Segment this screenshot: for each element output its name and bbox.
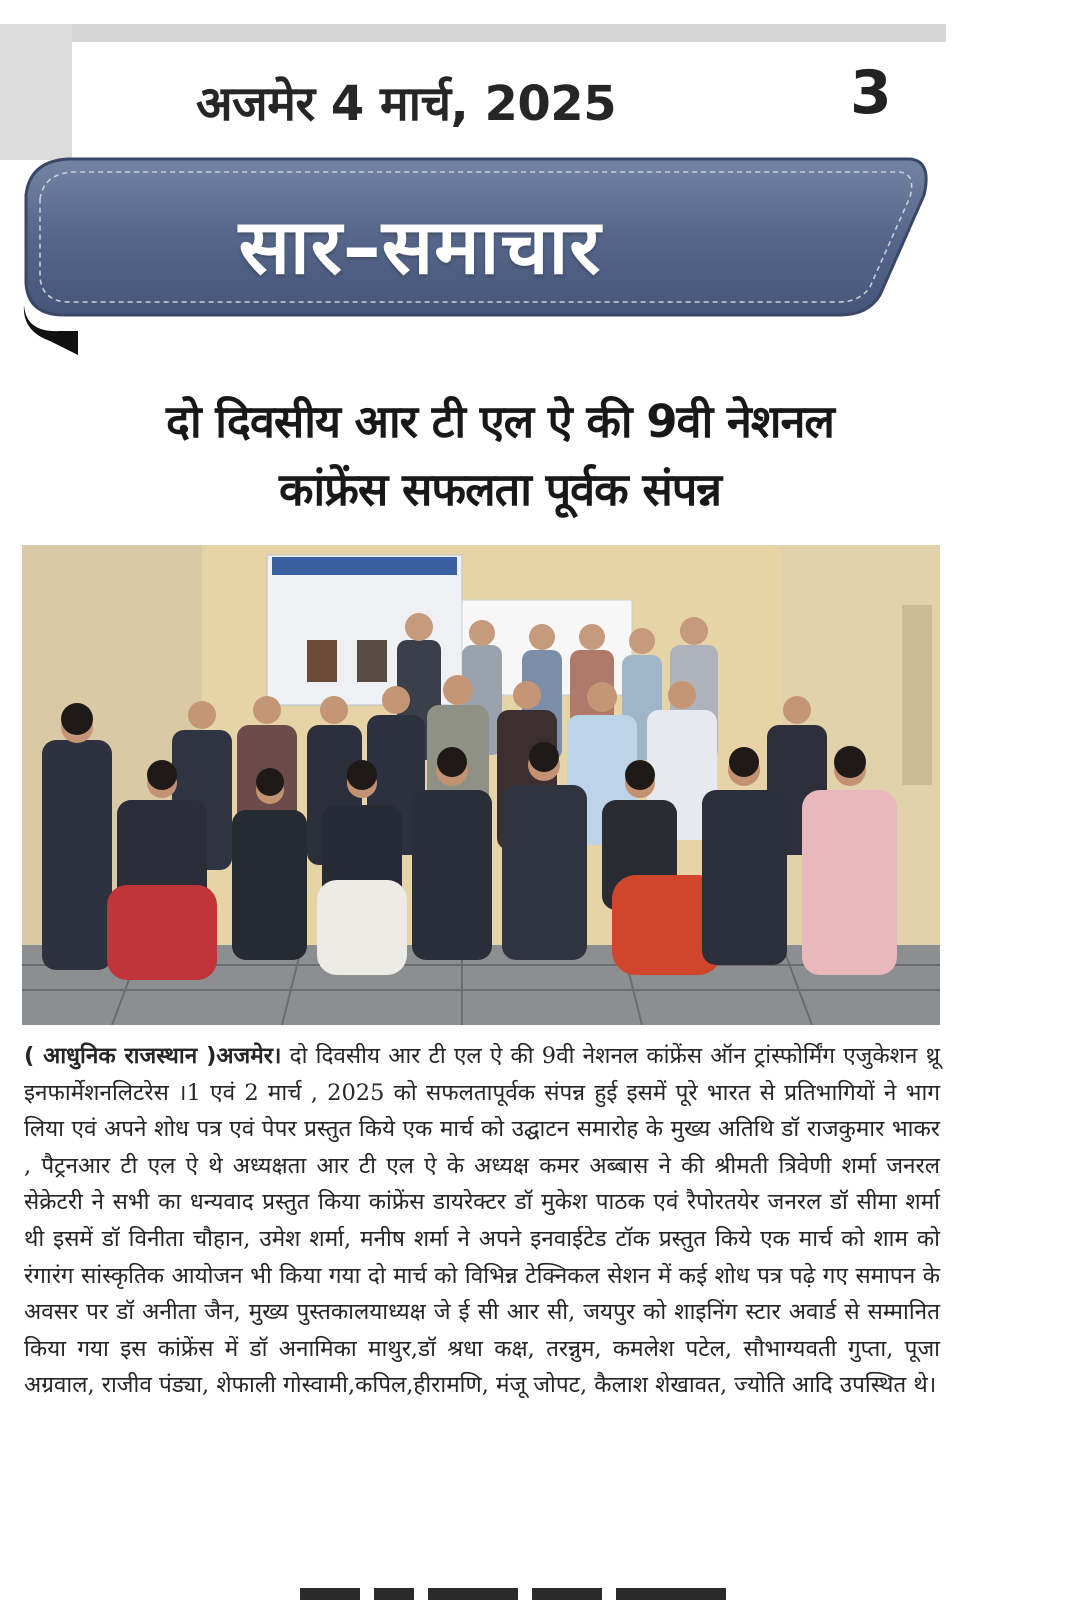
article-body-text: दो दिवसीय आर टी एल ऐ की 9वी नेशनल कांफ्रेंस ऑन ट्रांस्फोर्मिंग एजुकेशन थ्रू इनफार्मेशनलिटरेस ।1 एवं 2 मार्च , 2025 को सफलतापूर्वक संपन्न हुई इसमें पूरे भारत से प्रतिभागियों ने भाग लिया एवं अपने शोध पत्र एवं पेपर प्रस्तुत किये एक मार्च को उद्घाटन समारोह के मुख्य अतिथि डॉ राजकुमार भाकर , पैट्रनआर टी एल ऐ थे अध्यक्षता आर टी एल ऐ के अध्यक्ष कमर अब्बास ने की श्रीमती त्रिवेणी शर्मा जनरल सेक्रेटरी ने सभी का धन्यवाद प्रस्तुत किया कांफ्रेंस डायरेक्टर डॉ मुकेश पाठक एवं रैपोरतयेर जनरल डॉ सीमा शर्मा थी इसमें डॉ विनीता चौहान, उमेश शर्मा, मनीष शर्मा ने अपने इनवाईटेड टॉक प्रस्तुत किये एक मार्च को शाम को रंगारंग सांस्कृतिक आयोजन भी किया गया दो मार्च को विभिन्न टेक्निकल सेशन में कई शोध पत्र पढ़े गए समापन के अवसर पर डॉ अनीता जैन, मुख्य पुस्तकालयाध्यक्ष जे ई सी आर सी, जयपुर को शाइनिंग स्टार अवार्ड से सम्मानित किया गया इस कांफ्रेंस में डॉ अनामिका माथुर,डॉ श्रधा कक्ष, तरन्नुम, कमलेश पटेल, सौभाग्यवती गुप्ता, पूजा अग्रवाल, राजीव पंड्या, शेफाली गोस्वामी,कपिल,हीरामणि, मंजू जोपट, कैलाश शेखावत, ज्योति आदि उपस्थित थे। [24,1043,940,1399]
article-headline [60,388,940,524]
article-byline: ( आधुनिक राजस्थान )अजमेर। [24,1043,282,1069]
section-banner [20,155,950,365]
headline-line-2: कांफ्रेंस सफलता पूर्वक संपन्न [278,463,722,516]
headline-line-1: दो दिवसीय आर टी एल ऐ की 9वी नेशनल [166,395,834,448]
page-number: 3 [850,58,892,128]
left-margin-shade [0,24,72,160]
section-title: सार–समाचार [238,202,602,291]
article-body [24,1038,940,1404]
next-article-cutoff [300,1588,860,1600]
dateline: अजमेर 4 मार्च, 2025 [196,76,617,132]
group-photo [22,545,940,1025]
top-rule [72,24,946,42]
